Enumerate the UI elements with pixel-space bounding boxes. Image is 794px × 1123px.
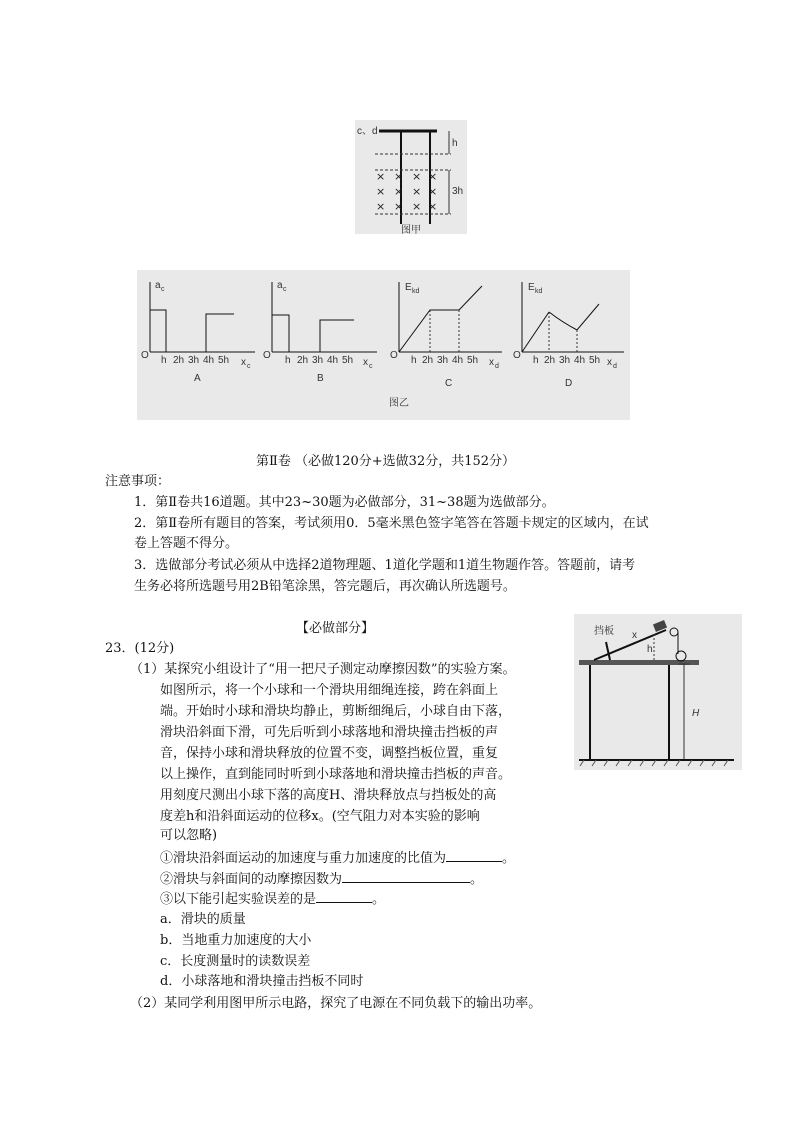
svg-text:4h: 4h xyxy=(203,355,215,366)
3h-label: 3h xyxy=(452,186,464,197)
svg-text:x: x xyxy=(489,357,494,368)
q23-part1-line-4: 滑块沿斜面下滑，可先后听到小球落地和滑块撞击挡板的声 xyxy=(160,725,499,740)
svg-text:×: × xyxy=(376,185,386,198)
figure-jia-caption: 图甲 xyxy=(401,225,421,234)
panel-c-letter: C xyxy=(445,378,453,389)
notice-2: 2．第Ⅱ卷所有题目的答案，考试须用0．5毫米黑色签字笔答在答题卡规定的区域内，在试 xyxy=(134,516,649,531)
svg-text:3h: 3h xyxy=(437,355,449,366)
svg-text:kd: kd xyxy=(535,288,543,295)
svg-text:×: × xyxy=(428,170,438,183)
panel-d xyxy=(513,282,624,389)
svg-text:×: × xyxy=(376,170,386,183)
q23-part1-line-8: 度差h和沿斜面运动的位移x。(空气阻力对本实验的影响 xyxy=(160,809,480,824)
panel-c xyxy=(390,282,502,389)
svg-text:O: O xyxy=(263,350,271,361)
q23-part2: （2）某同学利用图甲所示电路，探究了电源在不同负载下的输出功率。 xyxy=(130,996,542,1011)
q23-option-d: d．小球落地和滑块撞击挡板不同时 xyxy=(160,974,364,989)
q23-option-b: b．当地重力加速度的大小 xyxy=(160,933,312,948)
panel-b xyxy=(263,280,377,384)
q23-part1-line-3: 端。开始时小球和滑块均静止，剪断细绳后，小球自由下落， xyxy=(160,704,512,719)
svg-text:5h: 5h xyxy=(342,355,354,366)
svg-text:×: × xyxy=(394,185,404,198)
svg-text:a: a xyxy=(155,280,161,291)
q23-part1-line-5: 音，保持小球和滑块释放的位置不变，调整挡板位置，重复 xyxy=(160,746,499,761)
svg-text:4h: 4h xyxy=(452,355,464,366)
svg-text:5h: 5h xyxy=(218,355,230,366)
svg-text:x: x xyxy=(241,357,246,368)
svg-text:x: x xyxy=(363,357,368,368)
figure-yi-caption: 图乙 xyxy=(389,398,409,409)
h-label-incline: h xyxy=(647,644,653,655)
svg-text:×: × xyxy=(394,170,404,183)
h-label: h xyxy=(452,138,458,149)
svg-text:×: × xyxy=(412,185,422,198)
svg-text:O: O xyxy=(513,350,521,361)
q23-part1-line-2: 如图所示，将一个小球和一个滑块用细绳连接，跨在斜面上 xyxy=(160,683,499,698)
svg-text:×: × xyxy=(428,200,438,213)
svg-text:h: h xyxy=(533,355,539,366)
svg-text:3h: 3h xyxy=(559,355,571,366)
notice-2-cont: 卷上答题不得分。 xyxy=(134,536,239,551)
svg-text:c: c xyxy=(283,286,287,293)
svg-text:c: c xyxy=(161,286,165,293)
panel-a xyxy=(141,280,255,384)
svg-text:kd: kd xyxy=(412,288,420,295)
svg-text:×: × xyxy=(412,170,422,183)
svg-text:E: E xyxy=(528,282,535,293)
svg-text:c: c xyxy=(247,363,251,370)
svg-text:4h: 4h xyxy=(574,355,586,366)
svg-text:O: O xyxy=(141,350,149,361)
figure-yi xyxy=(137,270,630,420)
notice-3: 3．选做部分考试必须从中选择2道物理题、1道化学题和1道生物题作答。答题前，请考 xyxy=(134,558,636,573)
q23-sub3: ③以下能引起实验误差的是 。 xyxy=(160,889,385,910)
svg-text:a: a xyxy=(277,280,283,291)
svg-text:×: × xyxy=(412,200,422,213)
figure-jia xyxy=(355,120,467,234)
H-label: H xyxy=(692,708,700,719)
baffle-label: 挡板 xyxy=(594,626,614,637)
svg-text:2h: 2h xyxy=(173,355,185,366)
notice-1: 1．第Ⅱ卷共16道题。其中23~30题为必做部分，31~38题为选做部分。 xyxy=(134,495,555,510)
q23-option-c: c．长度测量时的读数误差 xyxy=(160,954,311,969)
q23-part1-line-7: 用刻度尺测出小球下落的高度H、滑块释放点与挡板处的高 xyxy=(160,788,497,803)
svg-text:2h: 2h xyxy=(422,355,434,366)
svg-text:5h: 5h xyxy=(467,355,479,366)
notice-title: 注意事项： xyxy=(105,474,171,489)
svg-text:E: E xyxy=(405,282,412,293)
panel-b-letter: B xyxy=(317,373,324,384)
svg-text:3h: 3h xyxy=(312,355,324,366)
svg-text:2h: 2h xyxy=(544,355,556,366)
svg-text:h: h xyxy=(161,355,167,366)
q23-sub2: ②滑块与斜面间的动摩擦因数为 。 xyxy=(160,869,483,890)
q23-sub1: ①滑块沿斜面运动的加速度与重力加速度的比值为 。 xyxy=(160,848,515,869)
svg-text:5h: 5h xyxy=(589,355,601,366)
figure-incline xyxy=(574,614,742,770)
q23-part1-line-6: 以上操作，直到能同时听到小球落地和滑块撞击挡板的声音。 xyxy=(160,767,512,782)
cd-label: c、d xyxy=(357,126,378,137)
answer-blank-3[interactable] xyxy=(316,889,372,903)
svg-text:3h: 3h xyxy=(188,355,200,366)
q23-part1-line-9: 可以忽略) xyxy=(160,828,218,843)
x-label: x xyxy=(632,630,637,641)
svg-text:4h: 4h xyxy=(327,355,339,366)
svg-text:2h: 2h xyxy=(297,355,309,366)
svg-text:O: O xyxy=(390,350,398,361)
required-header: 【必做部分】 xyxy=(296,621,375,636)
notice-3-cont: 生务必将所选题号用2B铅笔涂黑，答完题后，再次确认所选题号。 xyxy=(134,579,516,594)
svg-text:×: × xyxy=(394,200,404,213)
svg-text:d: d xyxy=(495,363,499,370)
svg-text:h: h xyxy=(285,355,291,366)
q23-number: 23．(12分) xyxy=(105,641,175,656)
svg-text:x: x xyxy=(607,357,612,368)
panel-a-letter: A xyxy=(194,373,201,384)
svg-text:c: c xyxy=(369,363,373,370)
q23-part1-line-1: （1）某探究小组设计了“用一把尺子测定动摩擦因数”的实验方案。 xyxy=(130,662,516,677)
svg-text:h: h xyxy=(411,355,417,366)
svg-text:×: × xyxy=(428,185,438,198)
section-title: 第Ⅱ卷 （必做120分+选做32分，共152分） xyxy=(256,454,516,469)
svg-text:d: d xyxy=(613,363,617,370)
panel-d-letter: D xyxy=(565,378,573,389)
answer-blank-2[interactable] xyxy=(342,869,470,883)
answer-blank-1[interactable] xyxy=(446,848,502,862)
svg-text:×: × xyxy=(376,200,386,213)
q23-option-a: a．滑块的质量 xyxy=(160,912,246,927)
